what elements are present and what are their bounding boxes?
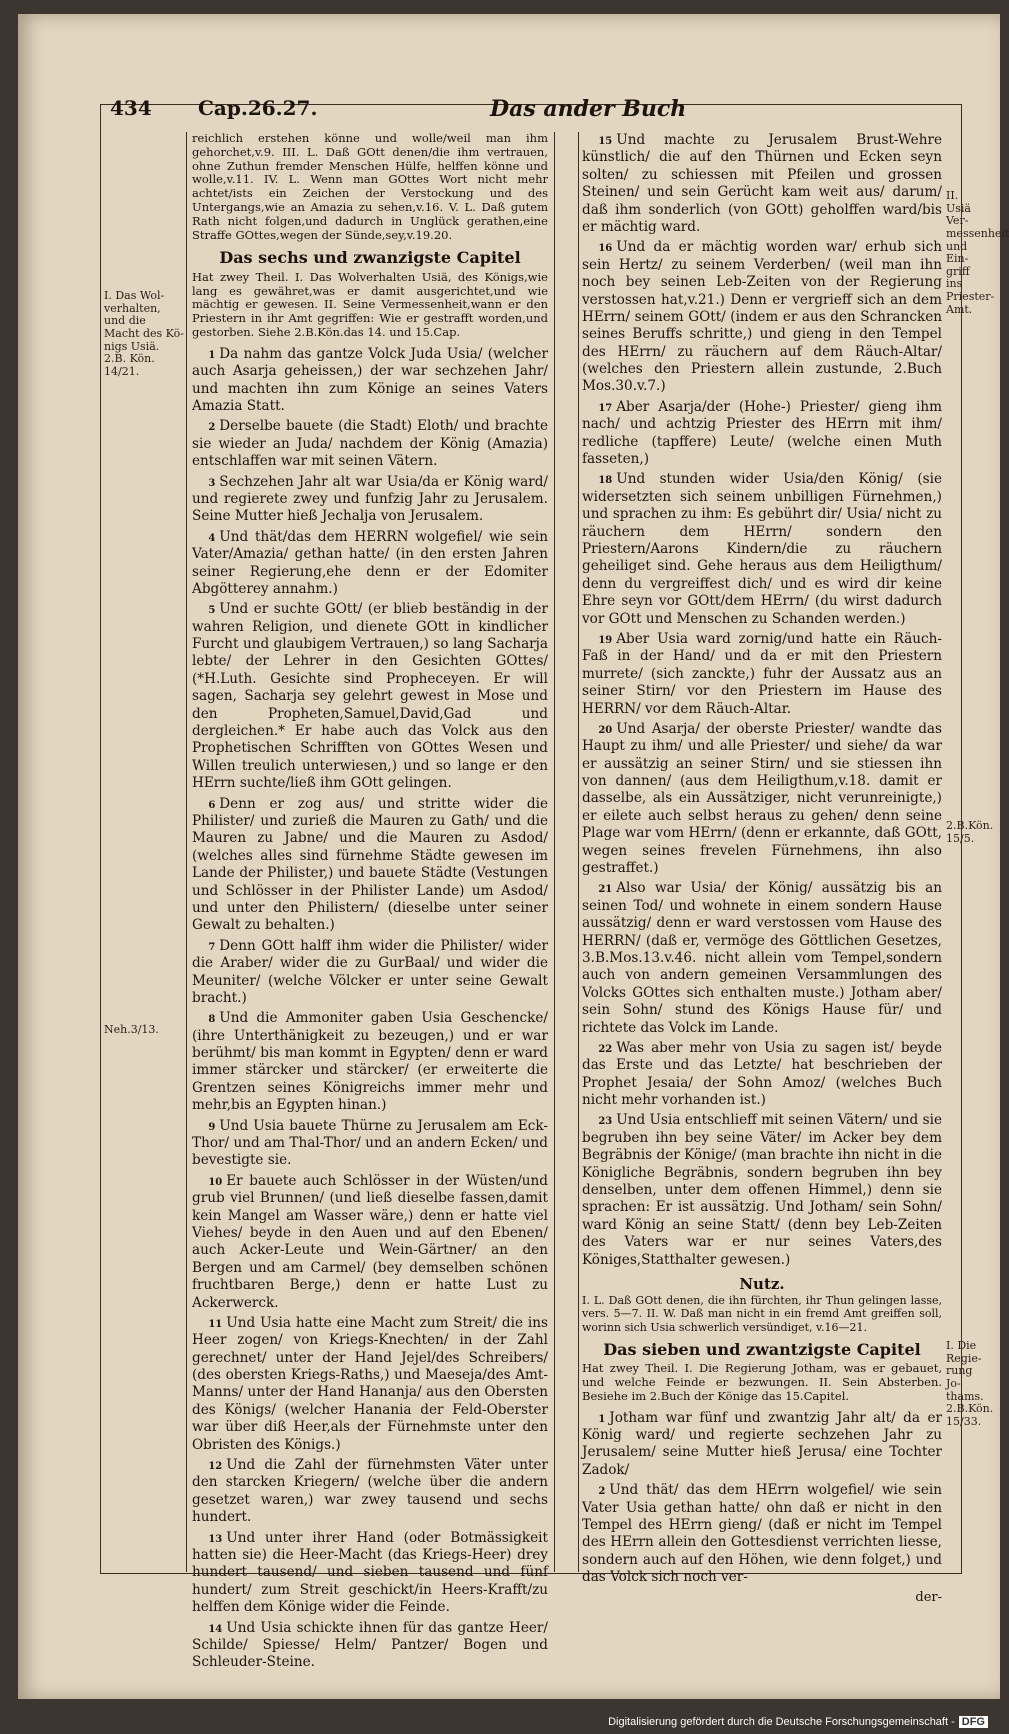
verse bbox=[192, 796, 548, 935]
verse-text: Und Usia bauete Thürne zu Jerusalem am Eck-Thor/ und am Thal-Thor/ und an andern Ecken/ und bevestigte sie. bbox=[192, 1117, 548, 1169]
verse-text: Und Asarja/ der oberste Priester/ wandte das Haupt zu ihm/ und alle Priester/ und siehe/ da war er aussätzig an seiner Stirn/ und sie stiessen ihn von dannen/ (aus dem Heiligthum,v.18. damit er dasselbe, als ein Aussätziger, nicht verunreinigte,) er eilete auch selbst heraus zu gehen/ denn seine Plage war vom HErrn/ (denn er erkannte, daß GOtt, wegen seines frevelen Fürnehmens, ihn also gestraffet.) bbox=[582, 720, 942, 877]
verse-text: Aber Usia ward zornig/und hatte ein Räuch-Faß in der Hand/ und da er mit den Priestern murrete/ (sich zanckte,) fuhr der Aussatz aus an seiner Stirn/ vor den Priestern im Hause des HERRN/ vor dem Räuch-Altar. bbox=[582, 630, 942, 717]
verse bbox=[192, 529, 548, 599]
verse bbox=[582, 721, 942, 878]
verse bbox=[192, 1457, 548, 1527]
verse bbox=[192, 601, 548, 792]
running-title: Das ander Buch bbox=[490, 96, 687, 122]
verse-number: 21 bbox=[598, 884, 613, 896]
divider-center-b bbox=[578, 132, 579, 1572]
verse-text: Derselbe bauete (die Stadt) Eloth/ und brachte sie wieder an Juda/ nachdem der König (Amazia) entschlaffen war mit seinen Vätern. bbox=[192, 418, 548, 470]
verse bbox=[192, 474, 548, 526]
verse-text: Denn er zog aus/ und stritte wider die Philister/ und zurieß die Mauren zu Gath/ und die Mauren zu Jabne/ und die Mauren zu Asdod/ (welches alles sind fürnehme Städte gewesen im Lande der Philister,) und bauete Städte (Vestungen und Schlösser in der Philister Lande) um Asdod/ und unter den Philistern/ (dieselbe unter seiner Gewalt zu behalten.) bbox=[192, 795, 548, 934]
verse-number: 16 bbox=[598, 243, 613, 255]
verse-number: 1 bbox=[598, 1413, 606, 1425]
verse bbox=[582, 1040, 942, 1110]
verse-number: 4 bbox=[208, 532, 216, 544]
verse-number: 11 bbox=[208, 1318, 223, 1330]
nutz-heading: Nutz. bbox=[739, 1275, 785, 1293]
dfg-logo: DFG bbox=[959, 1716, 988, 1728]
verse-number: 6 bbox=[208, 799, 216, 811]
verse-text: Und machte zu Jerusalem Brust-Wehre künstlich/ die auf den Thürnen und Ecken seyn solten/ zu schiessen mit Pfeilen und grossen Steinen/ und sein Gerücht kam weit aus/ darum/ daß ihm sonderlich (von GOtt) geholffen ward/bis er mächtig ward. bbox=[582, 132, 942, 235]
verse bbox=[192, 1010, 548, 1114]
verse bbox=[192, 1530, 548, 1617]
verse-text: Und thät/das dem HERRN wolgefiel/ wie sein Vater/Amazia/ gethan hatte/ (in den ersten Jahren seiner Regierung,ehe denn er der Edomiter Abgötterey annahm.) bbox=[192, 528, 548, 597]
verse bbox=[192, 938, 548, 1008]
verse-text: Also war Usia/ der König/ aussätzig bis an seinen Tod/ und wohnete in einem sondern Hause aussätzig/ denn er ward verstossen vom Hause des HERRN/ (daß er, vermöge des Göttlichen Gesetzes, 3.B.Mos.13.v.46. nicht allein vom Tempel,sondern auch von andern gemeinen Versammlungen des Volcks GOttes sich enthalten muste.) Jotham aber/ sein Sohn/ stund des Königs Hause für/ und richtete das Volck im Lande. bbox=[582, 880, 942, 1036]
verse bbox=[582, 399, 942, 469]
margin-note: Neh.3/13. bbox=[104, 1023, 159, 1036]
verse bbox=[582, 880, 942, 1037]
column-right bbox=[582, 132, 942, 1605]
verse-number: 14 bbox=[208, 1623, 223, 1635]
verse-number: 3 bbox=[208, 477, 216, 489]
verse-text: Da nahm das gantze Volck Juda Usia/ (welcher auch Asarja geheissen,) der war sechzehen Jahr/ und machten ihn zum Könige an seines Vaters Amazia Statt. bbox=[192, 345, 548, 414]
verse-text: Sechzehen Jahr alt war Usia/da er König ward/ und regierete zwey und funfzig Jahr zu Jerusalem. Seine Mutter hieß Jechalja von Jerusalem. bbox=[192, 473, 548, 525]
margin-note: I. Die Regie-rung Jo-thams. 2.B.Kön. 15/33. bbox=[946, 1339, 994, 1428]
margin-note: II. Usiä Ver-messenheit und Ein-griff ins Priester-Amt. bbox=[946, 189, 1009, 316]
verse bbox=[582, 471, 942, 628]
margin-note: 2.B.Kön. 15/5. bbox=[946, 819, 994, 845]
chapter-range: Cap.26.27. bbox=[198, 96, 318, 120]
verse bbox=[582, 132, 942, 236]
verse-text: Was aber mehr von Usia zu sagen ist/ beyde das Erste und das Letzte/ hat beschrieben der Prophet Jesaia/ der Sohn Amoz/ (welches Buch nicht mehr vorhanden ist.) bbox=[582, 1039, 942, 1109]
verse-text: Und unter ihrer Hand (oder Botmässigkeit hatten sie) die Heer-Macht (das Kriegs-Heer) drey hundert tausend/ und sieben tausend und fünf hundert/ zum Streit geschickt/in Heers-Krafft/zu helffen dem Könige wider die Feinde. bbox=[192, 1529, 548, 1616]
verse-number: 18 bbox=[598, 475, 613, 487]
verse bbox=[582, 1482, 942, 1586]
verse-number: 7 bbox=[208, 941, 216, 953]
verse bbox=[192, 1315, 548, 1454]
chapter-summary: Hat zwey Theil. I. Das Wolverhalten Usiä, des Königs,wie lang es gewähret,was er damit ausgerichtet,und wie mächtig er gewesen. II. Seine Vermessenheit,wann er den Priestern in ihr Amt gegriffen: Wie er gestrafft worden,und gestorben. Siehe 2.B.Kön.das 14. und 15.Cap. bbox=[192, 269, 548, 340]
verse-text: Und Usia entschlieff mit seinen Vätern/ und sie begruben ihn bey seine Väter/ im Acker bey dem Begräbnis der Könige/ (man brachte ihn nicht in die Königliche Begräbnis, sondern begruben ihn bey denselben, unter dem offenen Himmel,) denn sie sprachen: Er ist aussätzig. Und Jotham/ sein Sohn/ ward König an seine Statt/ (denn bey Leb-Zeiten des Vaters war er nur seines Vaters,des Königes,Statthalter gewesen.) bbox=[582, 1112, 942, 1268]
verse-number: 13 bbox=[208, 1533, 223, 1545]
verse-text: Denn GOtt halff ihm wider die Philister/ wider die Araber/ wider die zu GurBaal/ und wider die Meuniter/ (welche Völcker er unter seine Gewalt bracht.) bbox=[192, 937, 548, 1006]
verse bbox=[582, 239, 942, 396]
footer-credit bbox=[608, 1716, 988, 1728]
verse-number: 19 bbox=[598, 634, 613, 646]
footer-text: Digitalisierung gefördert durch die Deutsche Forschungsgemeinschaft - bbox=[608, 1716, 955, 1728]
verse-number: 17 bbox=[598, 402, 613, 414]
verse-text: Und Usia schickte ihnen für das gantze Heer/ Schilde/ Spiesse/ Helm/ Pantzer/ Bogen und Schleuder-Steine. bbox=[192, 1619, 548, 1671]
verse-number: 20 bbox=[598, 724, 613, 736]
chapter-summary: Hat zwey Theil. I. Die Regierung Jotham, was er gebauet, und welche Feinde er bezwungen. II. Sein Absterben. Besiehe im 2.Buch der Könige das 15.Capitel. bbox=[582, 1361, 942, 1403]
verse-number: 5 bbox=[208, 605, 216, 617]
verse-number: 15 bbox=[598, 136, 613, 147]
verse-text: Und stunden wider Usia/den König/ (sie widersetzten sich seinem unbilligen Fürnehmen,) und sprachen zu ihm: Es gebührt dir/ Usia/ nicht zu räuchern dem HErrn/ sondern den Priestern/Aarons Kindern/die zu räuchern geheiliget sind. Gehe heraus aus dem Heiligthum/ denn du vergreiffest dich/ und es wird dir keine Ehre seyn vor GOtt/dem HErrn/ (du wirst dadurch vor GOtt und Menschen zu Schanden werden.) bbox=[582, 471, 942, 627]
verse-number: 8 bbox=[208, 1014, 216, 1026]
verse bbox=[582, 1410, 942, 1480]
verse-text: Und die Ammoniter gaben Usia Geschencke/ (ihre Unterthänigkeit zu bezeugen,) und er war berühmt/ bis man kommt in Egypten/ denn er ward immer stärcker und stärcker/ (er erweiterte die Grentzen seines Königreichs immer mehr und mehr,bis an Egypten hinan.) bbox=[192, 1010, 548, 1114]
verse-number: 9 bbox=[208, 1121, 216, 1133]
verse-number: 2 bbox=[208, 422, 216, 434]
margin-note: I. Das Wol-verhalten, und die Macht des Kö-nigs Usiä. 2.B. Kön. 14/21. bbox=[104, 289, 184, 378]
verse bbox=[582, 1112, 942, 1269]
previous-chapter-tail: reichlich erstehen könne und wolle/weil man ihm gehorchet,v.9. III. L. Daß GOtt denen/die ihm vertrauen, ohne Zuthun fremder Menschen Hülfe, helffen könne und wolle,v.11. IV. L. Wenn man GOttes Wort nicht mehr achtet/ists ein Zeichen der Verstockung und des Untergangs,wie an Amazia zu sehen,v.16. V. L. Daß gutem Rath nicht folgen,und dadurch in Unglück gerathen,eine Straffe GOttes,wegen der Sünde,sey,v.19.20. bbox=[192, 131, 548, 242]
divider-left bbox=[186, 132, 187, 1572]
verse-text: Und die Zahl der fürnehmsten Väter unter den starcken Kriegern/ (welche über die andern gesetzet waren,) war zwey tausend und sechs hundert. bbox=[192, 1457, 548, 1526]
verse-number: 1 bbox=[208, 349, 216, 361]
verse-text: Und da er mächtig worden war/ erhub sich sein Hertz/ zu seinem Verderben/ (weil man ihn noch bey seinen Leb-Zeiten von der Regierung verstossen hat,v.21.) Denn er vergrieff sich an dem HErrn/ seinem GOtt/ (indem er aus den Schrancken seines Beruffs schritte,) und gieng in den Tempel des HErrn/ zu räuchern auf dem Räuch-Altar/ (welches den Priestern allein zustunde, 2.Buch Mos.30.v.7.) bbox=[582, 239, 942, 395]
verse bbox=[192, 1173, 548, 1312]
verse bbox=[192, 1620, 548, 1672]
verse-number: 10 bbox=[208, 1176, 223, 1188]
chapter-heading: Das sieben und zwantzigste Capitel bbox=[603, 1339, 921, 1359]
verse bbox=[192, 1118, 548, 1170]
verse-text: Und er suchte GOtt/ (er blieb beständig in der wahren Religion, und dienete GOtt in kindlicher Furcht und glaubigem Vertrauen,) so lang Sacharja lebte/ der Lehrer in den Gesichten GOttes/ (*H.Luth. Gesichte sind Propheceyen. Er will sagen, Sacharja sey gelehrt gewest in Mose und den Propheten,Samuel,David,Gad und dergleichen.* Er habe auch das Volck aus den Prophetischen Schrifften von GOttes Wesen und Willen treulich unterwiesen,) und so lange er den HErrn suchte/ließ ihm GOtt gelingen. bbox=[192, 601, 548, 792]
verse-text: Aber Asarja/der (Hohe-) Priester/ gieng ihm nach/ und achtzig Priester des HErrn mit ihm/ redliche (tapffere) Leute/ (welche einen Muth fasseten,) bbox=[582, 398, 942, 468]
verse-number: 23 bbox=[598, 1116, 613, 1128]
verse-text: Und Usia hatte eine Macht zum Streit/ die ins Heer zogen/ von Kriegs-Knechten/ in der Zahl gerechnet/ unter der Hand Jejel/des Schreibers/ (des obersten Kriegs-Raths,) und Maeseja/des Amt-Manns/ unter der Hand Hananja/ aus den Obersten des Königs/ (welcher Hanania der Feld-Oberster war über diß Heer,als der Fürnehmste unter den Obristen des Königs.) bbox=[192, 1314, 548, 1453]
divider-center-a bbox=[554, 132, 555, 1572]
verse-text: Er bauete auch Schlösser in der Wüsten/und grub viel Brunnen/ (und ließ dieselbe fassen,damit kein Mangel am Wasser wäre,) denn er hatte viel Viehes/ beyde in den Auen und auf den Ebenen/ auch Acker-Leute und Wein-Gärtner/ an den Bergen und am Carmel/ (bey demselben schönen fruchtbaren Berge,) denn er hatte Lust zu Ackerwerck. bbox=[192, 1172, 548, 1311]
verse-number: 2 bbox=[598, 1486, 606, 1498]
page-number: 434 bbox=[110, 96, 152, 120]
verse bbox=[192, 418, 548, 470]
verse-text: Und thät/ das dem HErrn wolgefiel/ wie sein Vater Usia gethan hatte/ ohn daß er nicht in den Tempel des HErrn gieng/ (daß er nicht im Tempel des HErrn allein den Gottesdienst verrichten liesse, sondern auch auf den Höhen, wie denn folget,) und das Volck sich noch ver- bbox=[582, 1482, 942, 1586]
column-left bbox=[192, 131, 548, 1671]
verse bbox=[192, 346, 548, 416]
catchword: der- bbox=[915, 1589, 942, 1605]
nutz-text: I. L. Daß GOtt denen, die ihn fürchten, ihr Thun gelingen lasse, vers. 5—7. II. W. Daß man nicht in ein fremd Amt greiffen soll, worinn sich Usia schwerlich versündiget, v.16—21. bbox=[582, 1294, 942, 1334]
verse-number: 12 bbox=[208, 1461, 223, 1473]
verse bbox=[582, 631, 942, 718]
verse-number: 22 bbox=[598, 1043, 613, 1055]
verse-text: Jotham war fünf und zwantzig Jahr alt/ da er König ward/ und regierte sechzehen Jahr zu Jerusalem/ seine Mutter hieß Jerusa/ eine Tochter Zadok/ bbox=[582, 1409, 942, 1478]
chapter-heading: Das sechs und zwanzigste Capitel bbox=[219, 248, 521, 268]
